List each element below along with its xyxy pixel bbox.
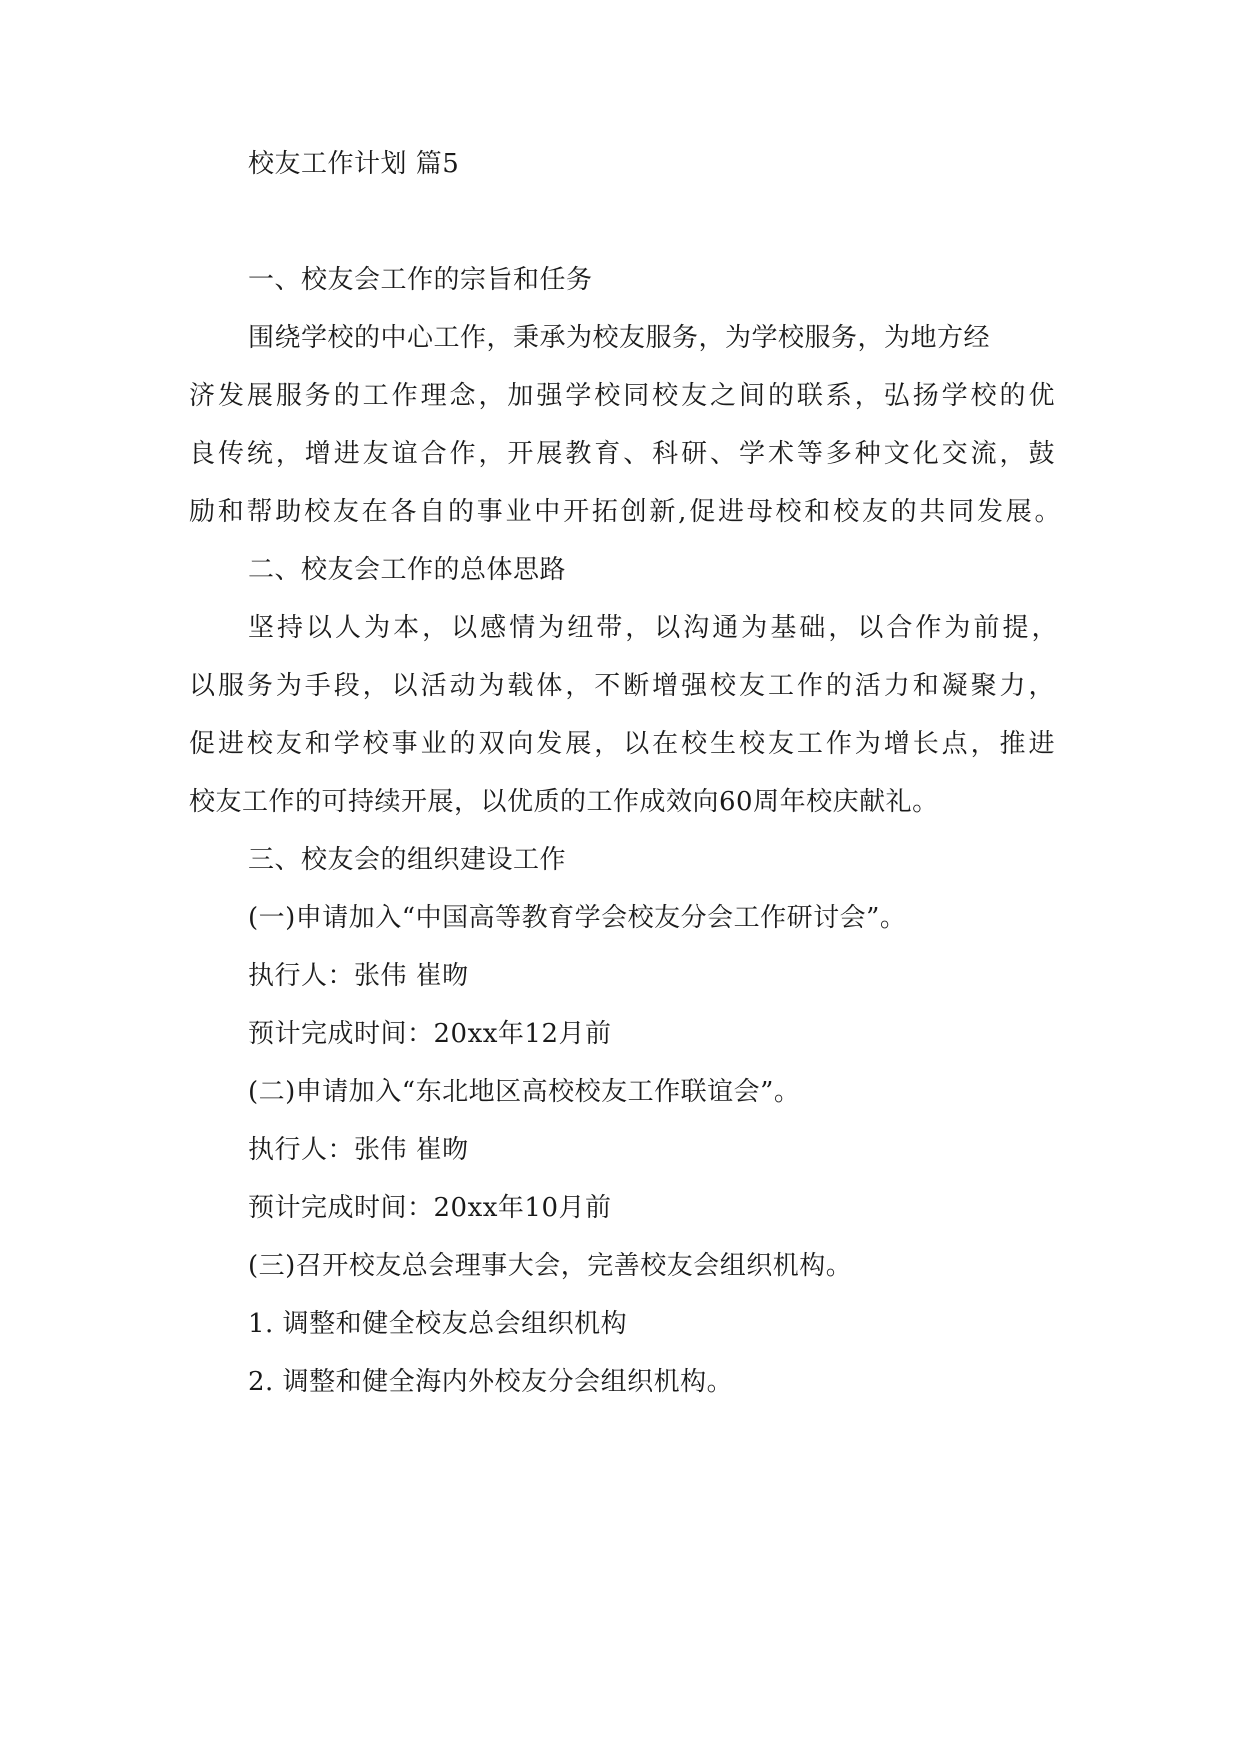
section-2-paragraph-line: 校友工作的可持续开展，以优质的工作成效向60周年校庆献礼。 xyxy=(189,787,939,817)
section-3-item: (三)召开校友总会理事大会，完善校友会组织机构。 xyxy=(248,1251,853,1281)
section-1-paragraph-line: 济发展服务的工作理念，加强学校同校友之间的联系，弘扬学校的优 xyxy=(189,381,1055,411)
section-2-paragraph-line: 以服务为手段，以活动为载体，不断增强校友工作的活力和凝聚力， xyxy=(189,671,1055,701)
document-title: 校友工作计划 篇5 xyxy=(248,149,460,179)
section-1-paragraph-line: 良传统，增进友谊合作，开展教育、科研、学术等多种文化交流，鼓 xyxy=(189,439,1055,469)
section-1-heading: 一、校友会工作的宗旨和任务 xyxy=(248,265,593,295)
section-1-paragraph-line: 围绕学校的中心工作，秉承为校友服务，为学校服务，为地方经 xyxy=(248,323,991,353)
section-1-paragraph-line: 励和帮助校友在各自的事业中开拓创新,促进母校和校友的共同发展。 xyxy=(189,497,1061,527)
section-3-item: (一)申请加入“中国高等教育学会校友分会工作研讨会”。 xyxy=(248,903,907,933)
section-2-paragraph-line: 坚持以人为本，以感情为纽带，以沟通为基础，以合作为前提， xyxy=(248,613,1058,643)
section-3-deadline: 预计完成时间：20xx年12月前 xyxy=(248,1019,612,1049)
section-3-subitem: 2. 调整和健全海内外校友分会组织机构。 xyxy=(248,1367,734,1397)
section-3-executor: 执行人：张伟 崔昒 xyxy=(248,961,469,991)
section-2-heading: 二、校友会工作的总体思路 xyxy=(248,555,567,585)
section-3-heading: 三、校友会的组织建设工作 xyxy=(248,845,567,875)
section-2-paragraph-line: 促进校友和学校事业的双向发展，以在校生校友工作为增长点，推进 xyxy=(189,729,1055,759)
section-3-executor: 执行人：张伟 崔昒 xyxy=(248,1135,469,1165)
section-3-subitem: 1. 调整和健全校友总会组织机构 xyxy=(248,1309,628,1339)
section-3-item: (二)申请加入“东北地区高校校友工作联谊会”。 xyxy=(248,1077,801,1107)
section-3-deadline: 预计完成时间：20xx年10月前 xyxy=(248,1193,612,1223)
